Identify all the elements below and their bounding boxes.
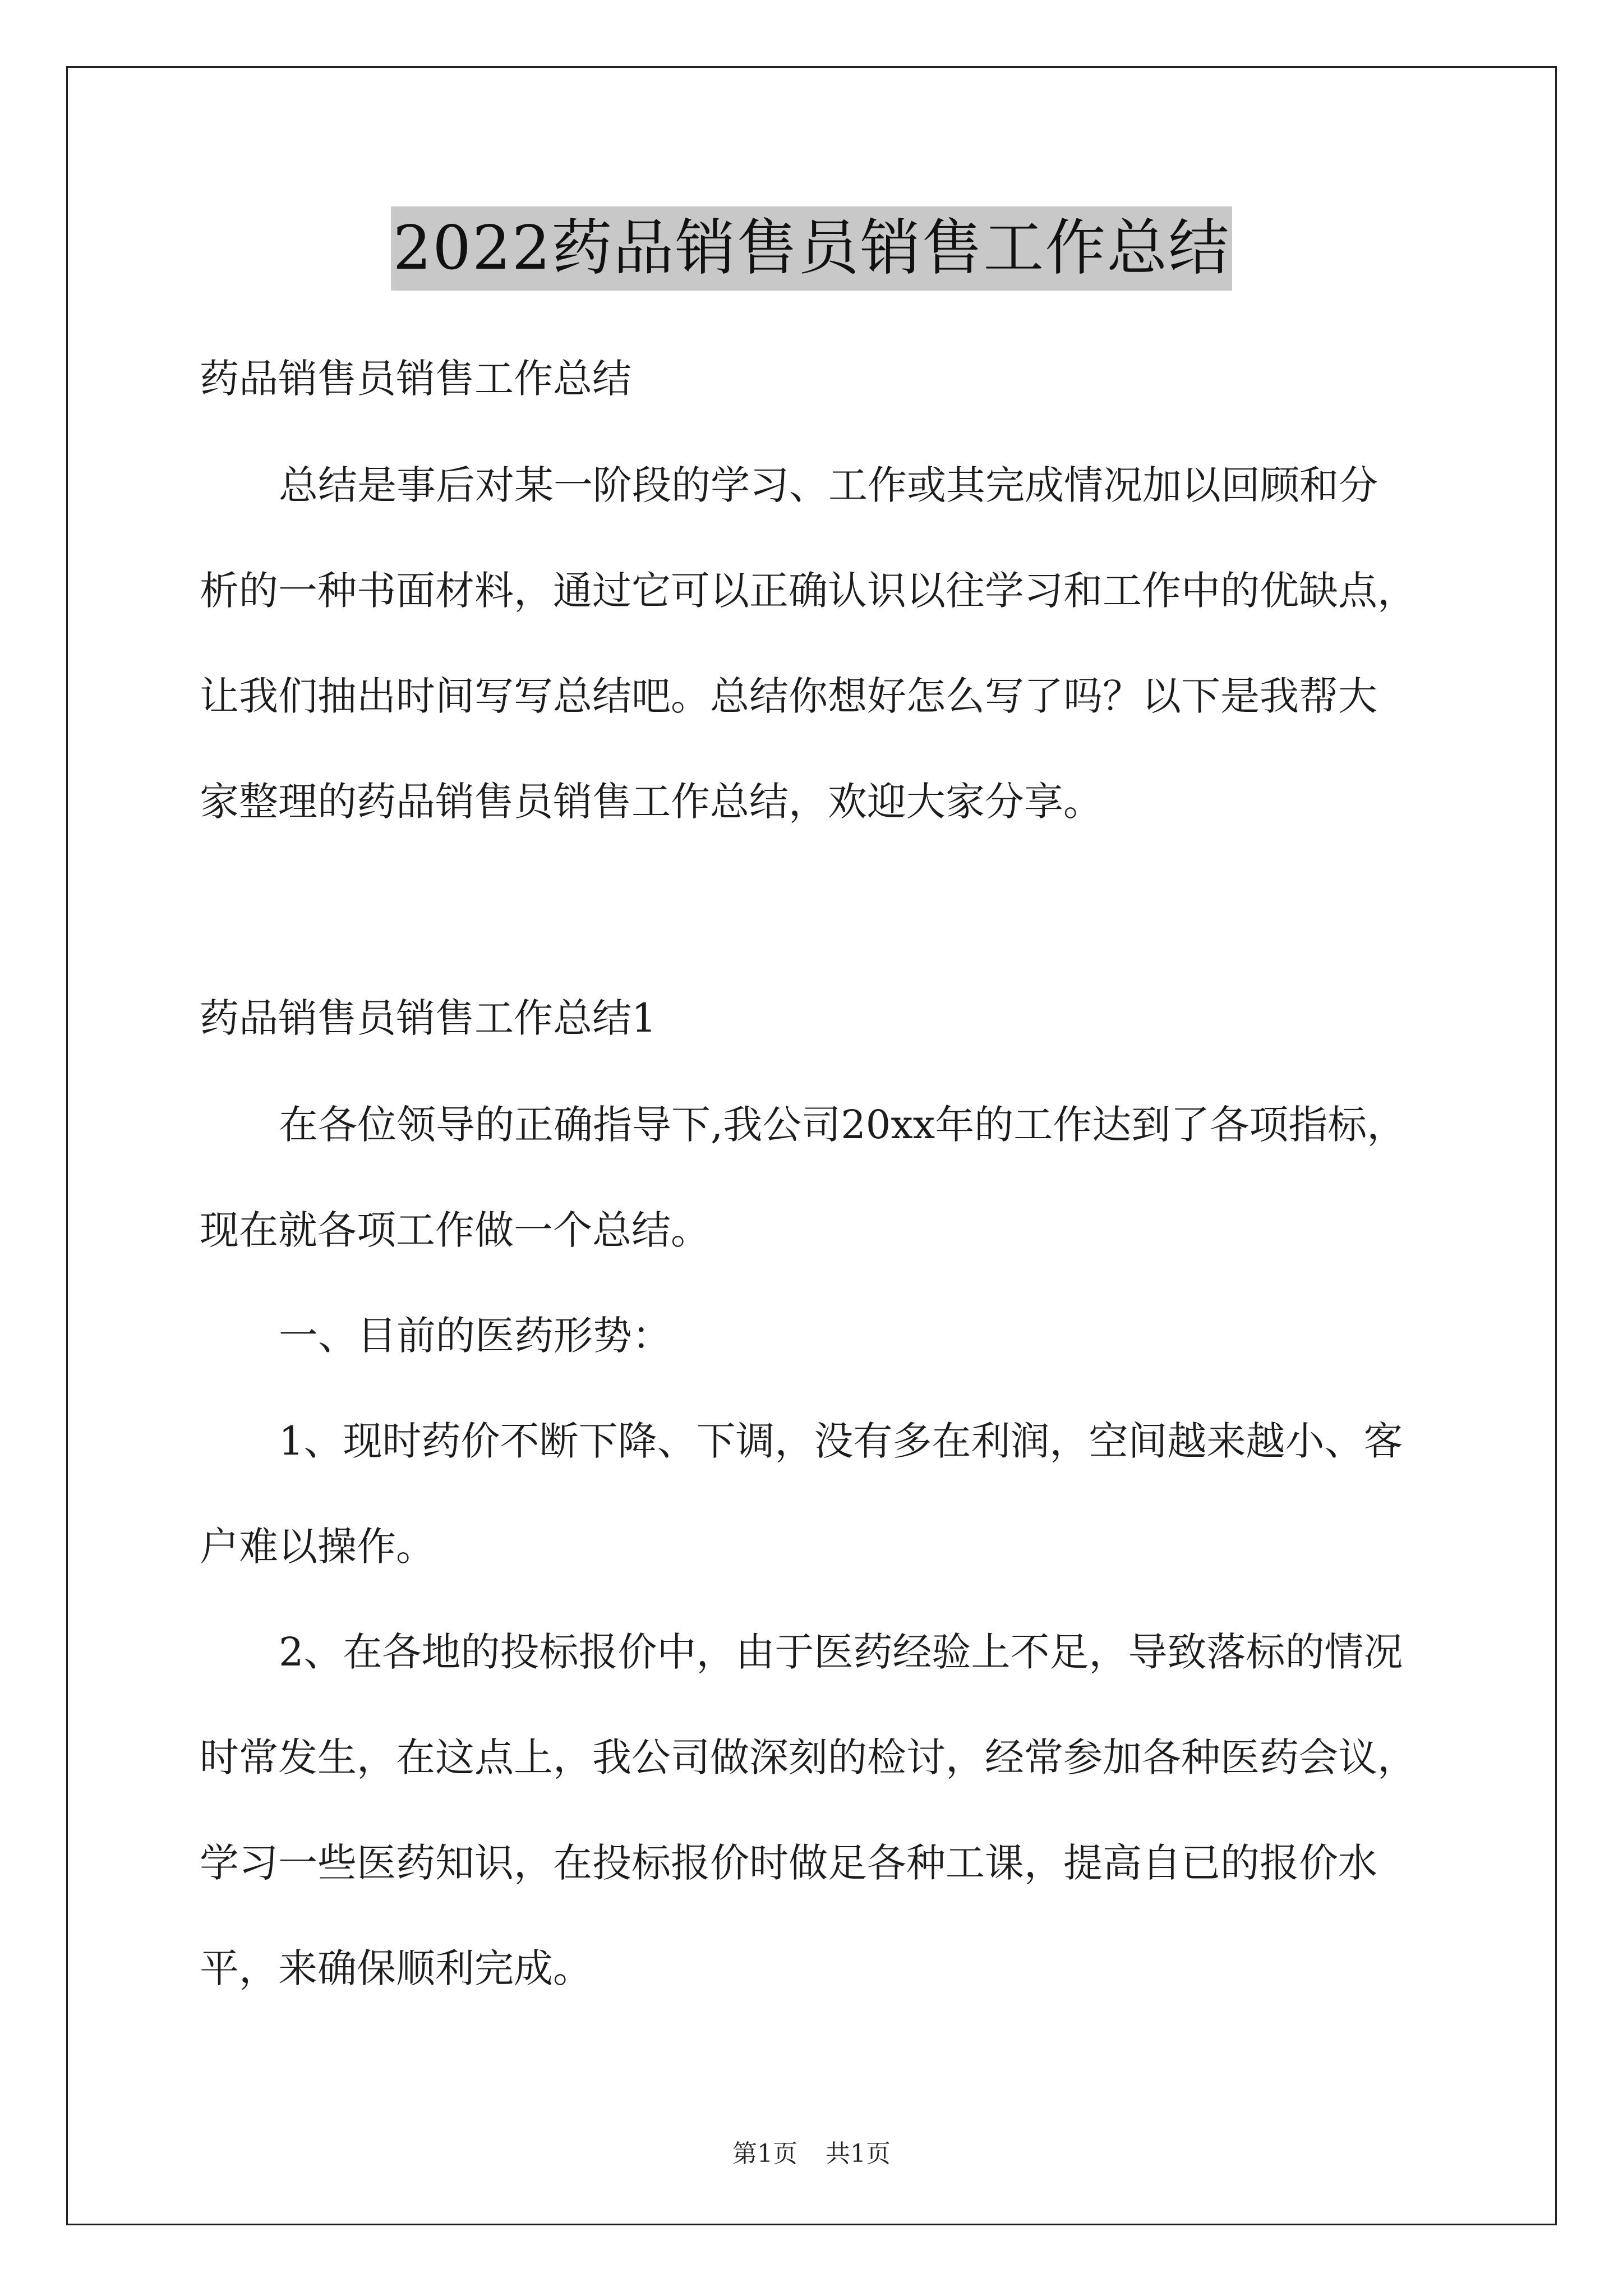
intro-line-3: 让我们抽出时间写写总结吧。总结你想好怎么写了吗？以下是我帮大 bbox=[200, 673, 1377, 719]
section-line-4: 1、现时药价不断下降、下调，没有多在利润，空间越来越小、客 bbox=[279, 1418, 1403, 1464]
section-line-5: 户难以操作。 bbox=[200, 1524, 435, 1570]
section-line-6: 2、在各地的投标报价中，由于医药经验上不足，导致落标的情况 bbox=[279, 1629, 1403, 1675]
intro-line-1: 总结是事后对某一阶段的学习、工作或其完成情况加以回顾和分 bbox=[279, 462, 1378, 508]
section-line-9: 平，来确保顺利完成。 bbox=[200, 1945, 592, 1991]
section-line-7: 时常发生，在这点上，我公司做深刻的检讨，经常参加各种医药会议， bbox=[200, 1734, 1417, 1780]
title-container bbox=[0, 206, 1623, 291]
section-heading: 药品销售员销售工作总结1 bbox=[200, 995, 657, 1041]
page-number-total: 共1页 bbox=[826, 2139, 891, 2168]
section-line-1: 在各位领导的正确指导下,我公司20xx年的工作达到了各项指标， bbox=[279, 1102, 1407, 1148]
page-footer bbox=[0, 2137, 1623, 2171]
document-title: 2022药品销售员销售工作总结 bbox=[391, 206, 1233, 291]
page-number-current: 第1页 bbox=[732, 2139, 797, 2168]
section-line-2: 现在就各项工作做一个总结。 bbox=[200, 1207, 710, 1253]
intro-line-2: 析的一种书面材料，通过它可以正确认识以往学习和工作中的优缺点， bbox=[200, 568, 1417, 614]
intro-line-4: 家整理的药品销售员销售工作总结，欢迎大家分享。 bbox=[200, 779, 1103, 825]
section-line-3: 一、目前的医药形势： bbox=[279, 1313, 671, 1359]
section-line-8: 学习一些医药知识，在投标报价时做足各种工课，提高自已的报价水 bbox=[200, 1840, 1377, 1886]
document-subtitle: 药品销售员销售工作总结 bbox=[200, 356, 631, 402]
